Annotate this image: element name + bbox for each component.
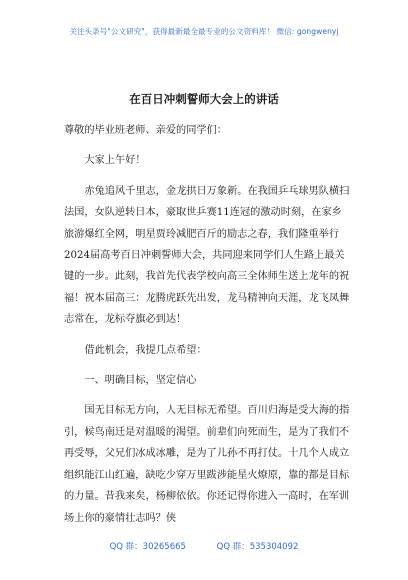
footer [0,540,408,552]
paragraph: 国无目标无方向，人无目标无希望。百川归海是受大海的指引，候鸟南迁是对温暖的渴望。前辈们向死而生，是为了我们不再受辱，父兄们冰成冰雕，是为了儿孙不再打仗。十几个人成立组织能江山红遍，缺吃少穿万里跋涉能星火燎原，靠的都是目标的力量。昔我来矣，杨柳依依。你还记得你进入一高时，在军训场上你的豪情壮志吗？侠 [64,405,350,524]
document-title: 在百日冲刺誓师大会上的讲话 [129,92,279,106]
document-body [64,120,350,529]
paragraph: 赤兔追风千里志，金龙拱日万象新。在我国乒乓球男队横扫法国，女队逆转日本，豪取世乒赛11连冠的激动时刻，在家乡旅游爆红全网，明星贾玲减肥百斤的励志之春，我们隆重举行2024届高考百日冲刺誓师大会，共同迎来同学们人生路上最关键的一步。此刻，我首先代表学校向高三全体师生送上龙年的祝福！祝本届高三：龙腾虎跃先出发，龙马精神向天涯，龙飞凤舞志常在，龙标夺旗必到达！ [64,185,350,326]
paragraph: 借此机会，我提几点希望： [84,344,207,356]
promo-banner: 关注头条号"公文研究"，获得最新最全最专业的公文资料库！ 微信: gongwenyj [69,27,339,36]
section-heading: 一、明确目标，坚定信心 [84,375,197,387]
qq-group-1: QQ 群：30265665 [109,542,186,552]
qq-group-2: QQ 群：535304092 [216,542,299,552]
greeting: 大家上午好！ [84,155,146,167]
salutation: 尊敬的毕业班老师、亲爱的同学们： [64,125,227,136]
